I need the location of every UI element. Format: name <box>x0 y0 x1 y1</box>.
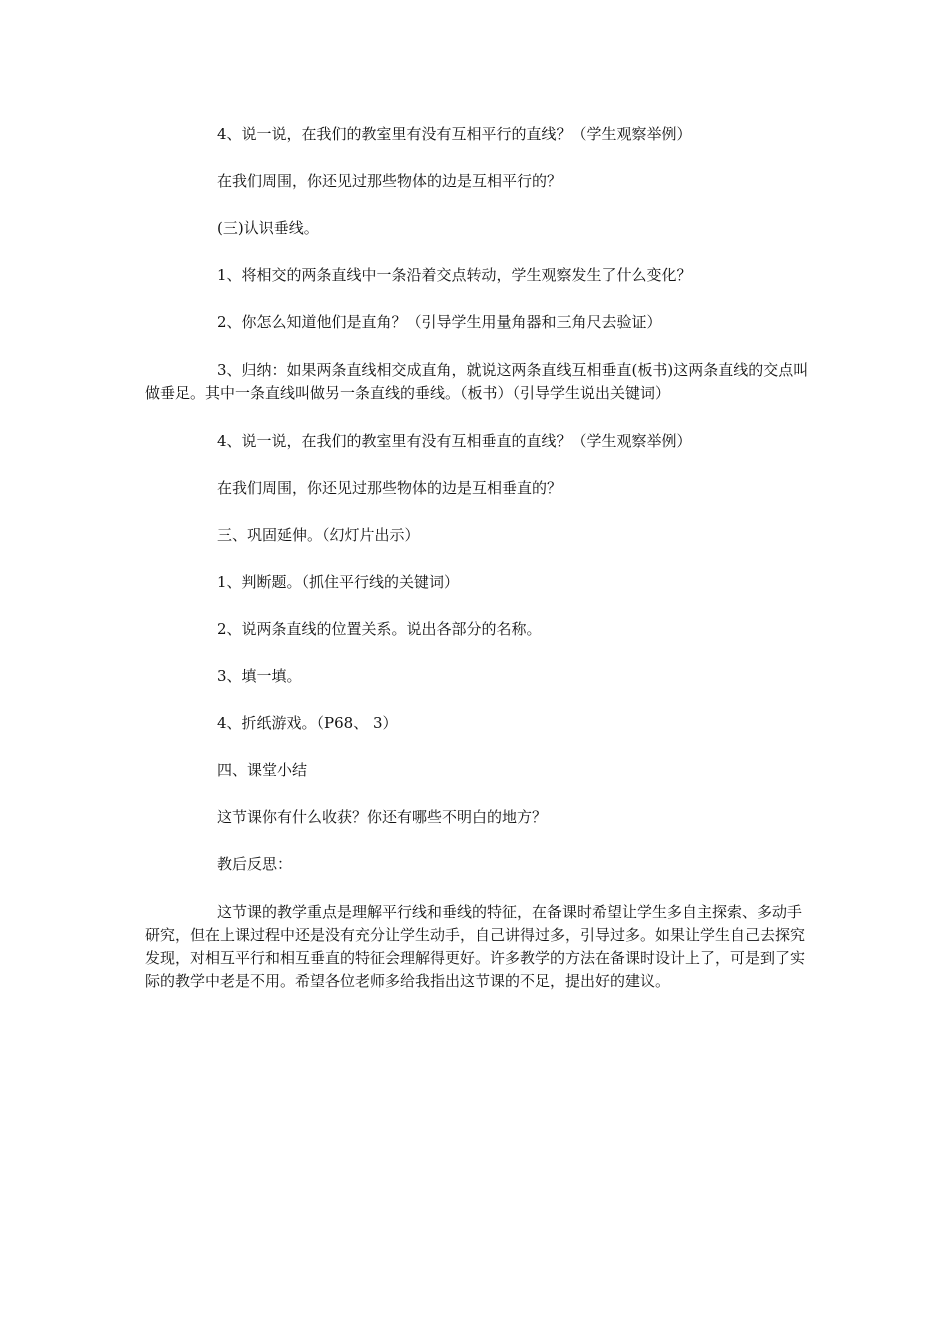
paragraph-judgement: 1、判断题。（抓住平行线的关键词） <box>217 573 460 591</box>
paragraph-classroom-perpendicular: 4、说一说，在我们的教室里有没有互相垂直的直线？（学生观察举例） <box>217 432 692 450</box>
paragraph-surroundings-parallel: 在我们周围，你还见过那些物体的边是互相平行的？ <box>217 172 563 190</box>
paragraph-fill-in: 3、填一填。 <box>217 667 302 685</box>
paragraph-paper-folding: 4、折纸游戏。（P68、 3） <box>217 714 398 732</box>
paragraph-right-angle: 2、你怎么知道他们是直角？（引导学生用量角器和三角尺去验证） <box>217 313 662 331</box>
paragraph-rotate-line: 1、将相交的两条直线中一条沿着交点转动，学生观察发生了什么变化？ <box>217 266 692 284</box>
paragraph-gains-question: 这节课你有什么收获？你还有哪些不明白的地方？ <box>217 808 548 826</box>
section-heading-reflection: 教后反思： <box>217 855 293 873</box>
document-body <box>145 124 810 1019</box>
paragraph-classroom-parallel: 4、说一说，在我们的教室里有没有互相平行的直线？（学生观察举例） <box>217 125 692 143</box>
paragraph-surroundings-perpendicular: 在我们周围，你还见过那些物体的边是互相垂直的？ <box>217 479 563 497</box>
paragraph-reflection-body: 这节课的教学重点是理解平行线和垂线的特征，在备课时希望让学生多自主探索、多动手研究，但在上课过程中还是没有充分让学生动手，自己讲得过多，引导过多。如果让学生自己去探究发现，对相互平行和相互垂直的特征会理解得更好。许多教学的方法在备课时设计上了，可是到了实际的教学中老是不用。希望各位老师多给我指出这节课的不足，提出好的建议。 <box>145 903 806 990</box>
section-heading-perpendicular: (三)认识垂线。 <box>217 219 319 237</box>
paragraph-position-relation: 2、说两条直线的位置关系。说出各部分的名称。 <box>217 620 542 638</box>
section-heading-class-summary: 四、课堂小结 <box>217 761 308 779</box>
section-heading-consolidate: 三、巩固延伸。（幻灯片出示） <box>217 526 420 544</box>
paragraph-summary-definition: 3、归纳：如果两条直线相交成直角，就说这两条直线互相垂直(板书)这两条直线的交点叫做垂足。其中一条直线叫做另一条直线的垂线。（板书）（引导学生说出关键词） <box>145 361 809 402</box>
